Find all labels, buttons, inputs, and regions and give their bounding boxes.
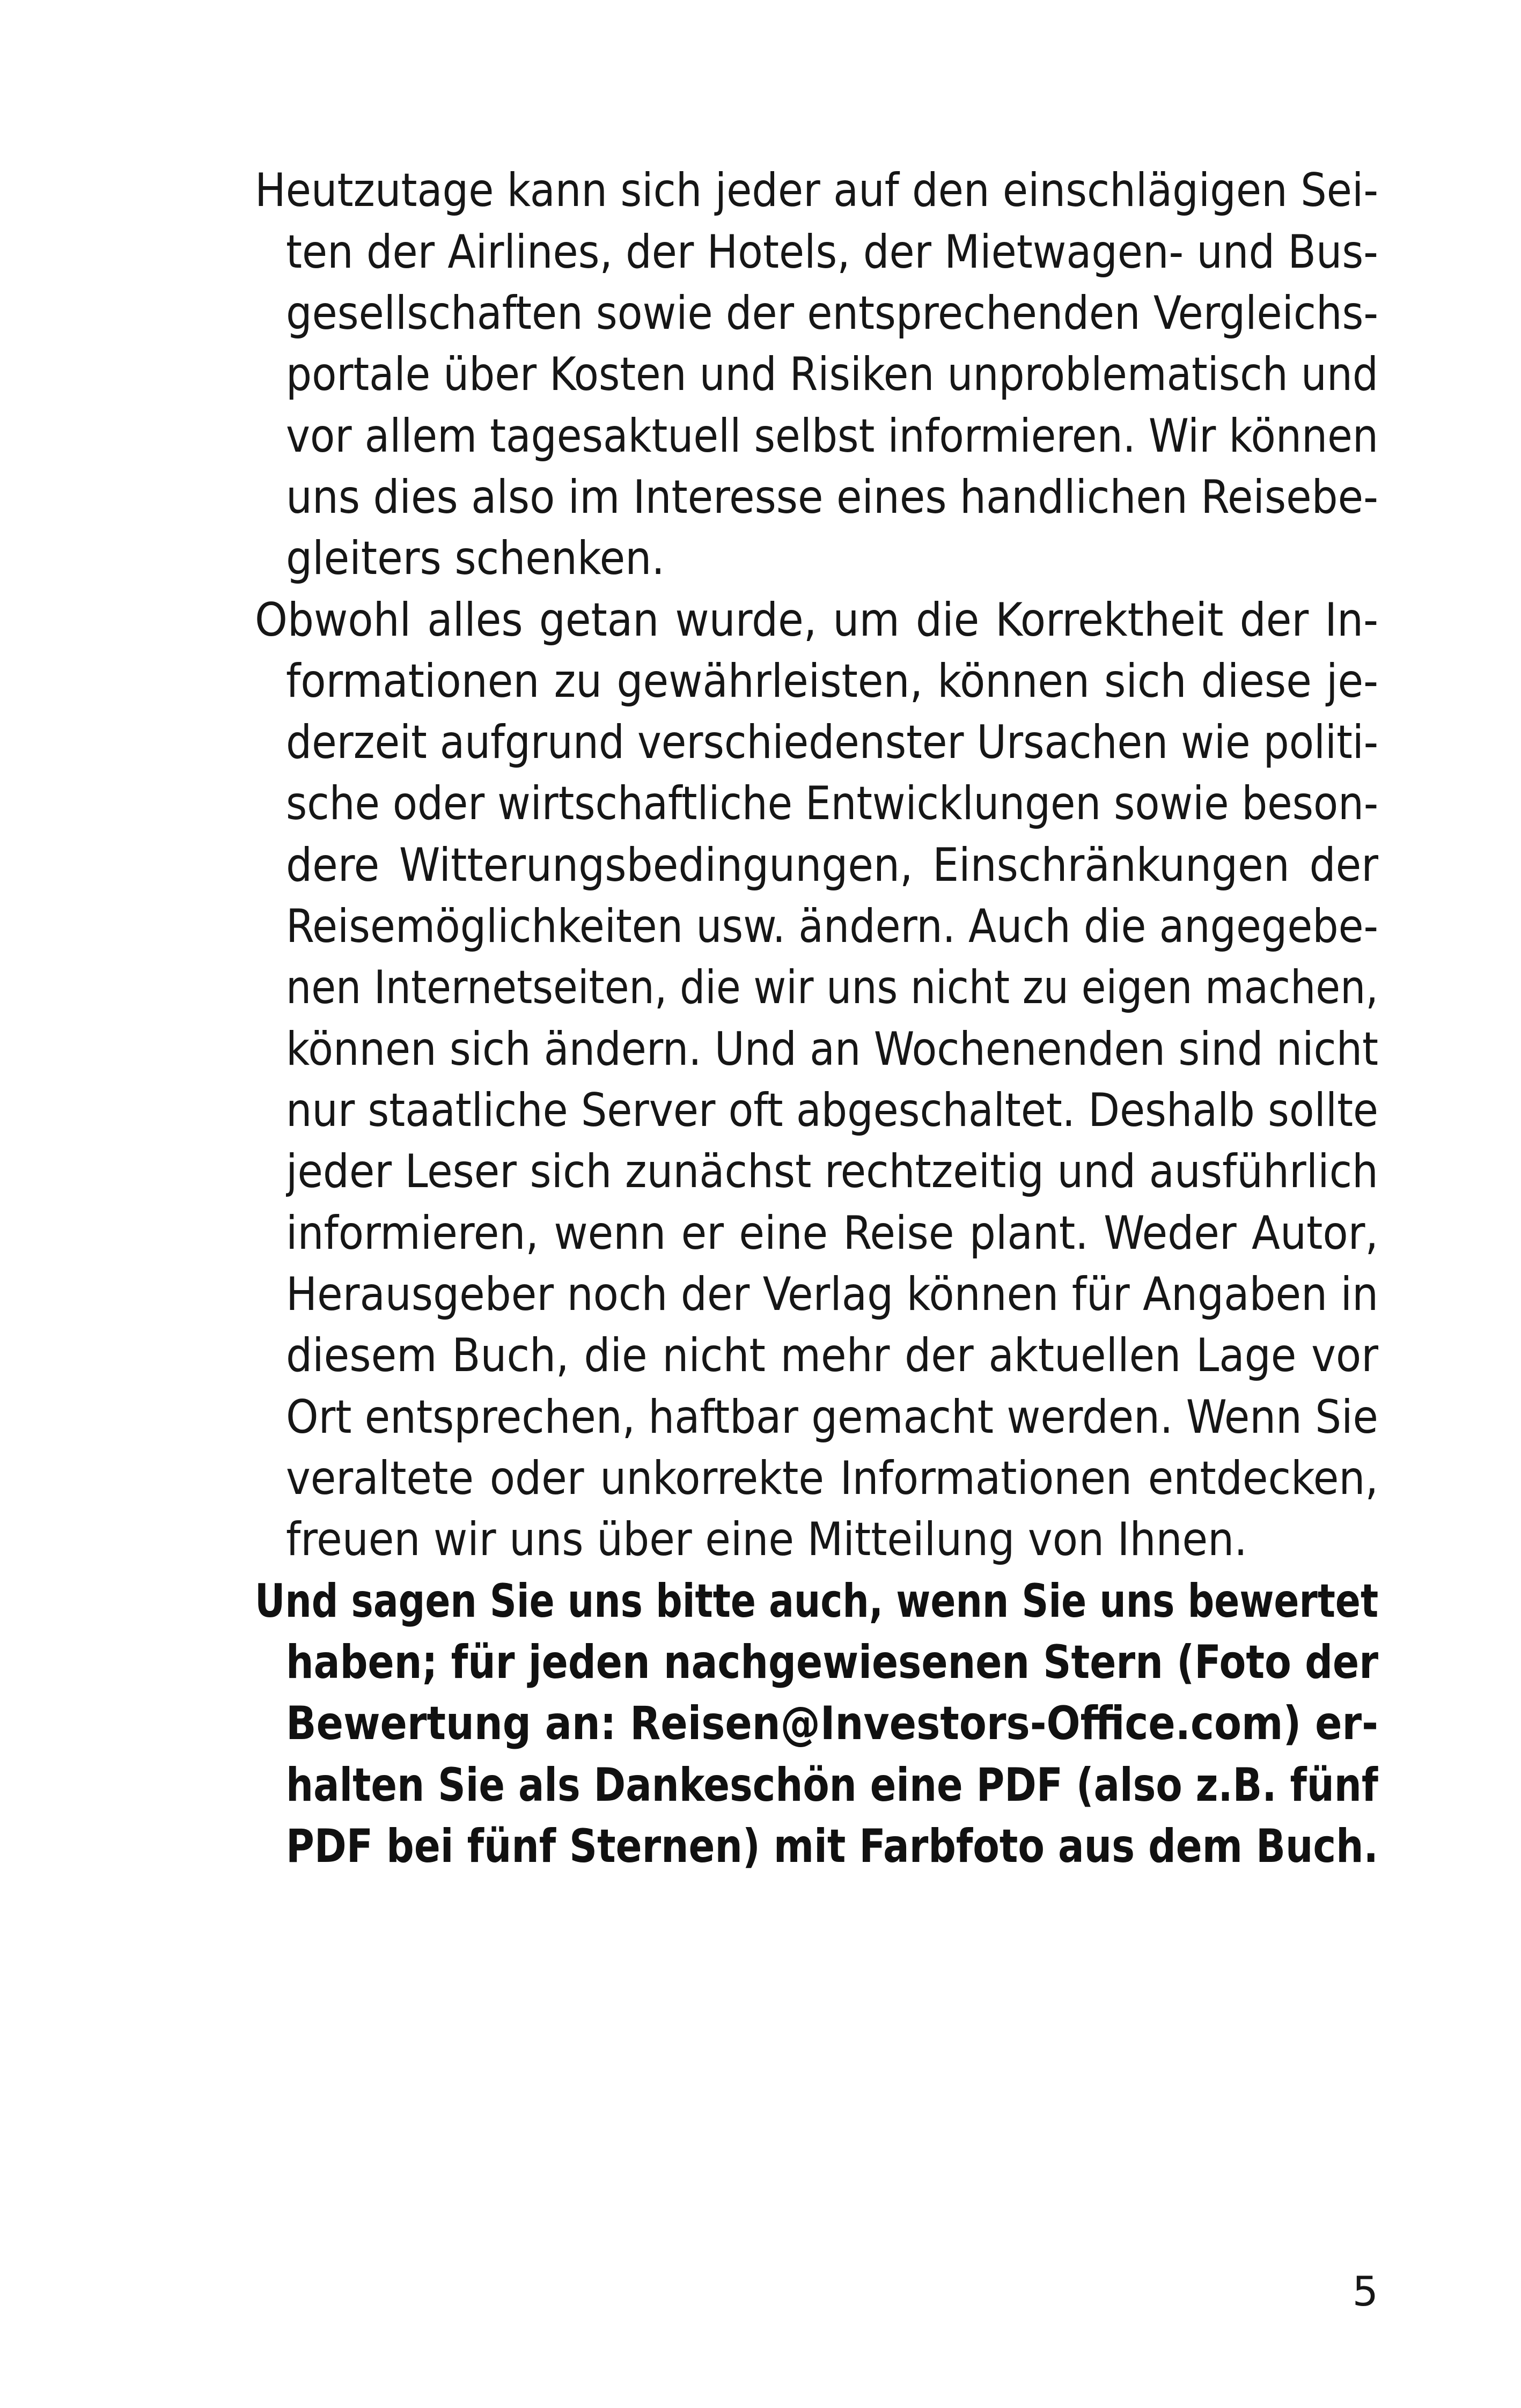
paragraph-2-line-11: informieren, wenn er eine Reise plant. Weder Autor, bbox=[286, 1206, 1378, 1260]
paragraph-2-line-12: Herausgeber noch der Verlag können für Angaben in bbox=[286, 1268, 1379, 1321]
paragraph-2-line-14: Ort entsprechen, haftbar gemacht werden. Wenn Sie bbox=[286, 1390, 1378, 1444]
paragraph-2-line-3: derzeit aufgrund verschiedenster Ursachen wie politi- bbox=[286, 716, 1379, 769]
paragraph-2-line-4: sche oder wirtschaftliche Entwicklungen sowie beson- bbox=[286, 777, 1379, 830]
paragraph-2-line-8: können sich ändern. Und an Wochenenden sind nicht bbox=[286, 1022, 1379, 1076]
paragraph-2-line-15: veraltete oder unkorrekte Informationen entdecken, bbox=[286, 1452, 1378, 1505]
paragraph-2-line-5: dere Witterungsbedingungen, Einschränkungen der bbox=[286, 838, 1378, 892]
paragraph-2-line-13: diesem Buch, die nicht mehr der aktuellen Lage vor bbox=[286, 1329, 1378, 1382]
page-number: 5 bbox=[1352, 2267, 1378, 2315]
paragraph-1-line-4: portale über Kosten und Risiken unproblematisch und bbox=[286, 348, 1378, 401]
paragraph-3-line-4: halten Sie als Dankeschön eine PDF (also z.B. fünf bbox=[286, 1758, 1379, 1812]
paragraph-1-line-7: gleiters schenken. bbox=[286, 532, 665, 585]
paragraph-1-line-2: ten der Airlines, der Hotels, der Mietwagen- und Bus- bbox=[286, 225, 1378, 279]
paragraph-2-line-2: formationen zu gewährleisten, können sich diese je- bbox=[286, 654, 1378, 708]
paragraph-3-line-3: Bewertung an: Reisen@Investors-Office.com) er- bbox=[286, 1697, 1378, 1750]
paragraph-1-line-6: uns dies also im Interesse eines handlichen Reisebe- bbox=[286, 470, 1378, 524]
paragraph-1-line-5: vor allem tagesaktuell selbst informieren. Wir können bbox=[286, 409, 1379, 463]
paragraph-3-line-5: PDF bei fünf Sternen) mit Farbfoto aus dem Buch. bbox=[286, 1820, 1378, 1873]
paragraph-1-line-3: gesellschaften sowie der entsprechenden Vergleichs- bbox=[286, 286, 1378, 340]
paragraph-1-line-1: Heutzutage kann sich jeder auf den einschlägigen Sei- bbox=[255, 164, 1379, 217]
paragraph-2-line-9: nur staatliche Server oft abgeschaltet. Deshalb sollte bbox=[286, 1084, 1379, 1137]
paragraph-3-line-2: haben; für jeden nachgewiesenen Stern (Foto der bbox=[286, 1636, 1379, 1689]
paragraph-3-line-1: Und sagen Sie uns bitte auch, wenn Sie uns bewertet bbox=[255, 1574, 1379, 1628]
paragraph-2-line-10: jeder Leser sich zunächst rechtzeitig und ausführlich bbox=[286, 1145, 1378, 1198]
paragraph-2-line-7: nen Internetseiten, die wir uns nicht zu eigen machen, bbox=[286, 961, 1378, 1014]
paragraph-2-line-6: Reisemöglichkeiten usw. ändern. Auch die angegebe- bbox=[286, 900, 1379, 953]
paragraph-2-line-16: freuen wir uns über eine Mitteilung von Ihnen. bbox=[286, 1513, 1247, 1566]
paragraph-2-line-1: Obwohl alles getan wurde, um die Korrektheit der In- bbox=[255, 593, 1378, 647]
